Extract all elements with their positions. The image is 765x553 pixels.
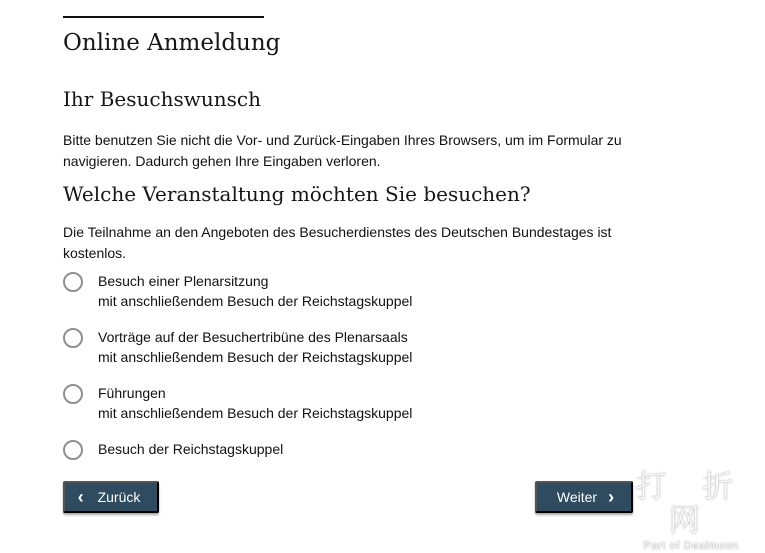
radio-button[interactable] (63, 384, 83, 404)
radio-button[interactable] (63, 328, 83, 348)
option-label-group (98, 439, 283, 459)
option-label: Besuch einer Plenarsitzung (98, 273, 269, 289)
option-sublabel: mit anschließendem Besuch der Reichstagskuppel (98, 349, 413, 365)
watermark-chinese-text: 打 折 网 (635, 469, 747, 539)
option-label-group (98, 383, 412, 423)
back-button[interactable] (63, 481, 159, 513)
page-title: Online Anmeldung (63, 30, 281, 56)
registration-page (63, 16, 633, 477)
option-label: Vorträge auf der Besuchertribüne des Plenarsaals (98, 329, 408, 345)
option-label: Führungen (98, 385, 166, 401)
back-button-label: Zurück (97, 489, 141, 505)
radio-button[interactable] (63, 440, 83, 460)
section-title: Ihr Besuchswunsch (63, 87, 261, 111)
event-question-title: Welche Veranstaltung möchten Sie besuchen? (63, 182, 531, 206)
event-option-reichstagskuppel[interactable] (63, 439, 633, 461)
event-option-vortraege[interactable] (63, 327, 633, 367)
radio-button[interactable] (63, 272, 83, 292)
option-sublabel: mit anschließendem Besuch der Reichstagskuppel (98, 293, 413, 309)
chevron-left-icon: ‹ (77, 487, 84, 507)
event-option-plenarsitzung[interactable] (63, 271, 633, 311)
option-sublabel: mit anschließendem Besuch der Reichstagskuppel (98, 405, 413, 421)
next-button-label: Weiter (556, 489, 598, 505)
option-label: Besuch der Reichstagskuppel (98, 441, 284, 457)
chevron-right-icon: › (608, 487, 615, 507)
next-button[interactable] (535, 481, 633, 513)
event-options (63, 271, 633, 461)
watermark (630, 470, 752, 553)
option-label-group (98, 271, 412, 311)
option-label-group (98, 327, 412, 367)
title-divider (63, 16, 264, 18)
watermark-english-text: Part of Dealmoon (643, 540, 739, 552)
browser-navigation-notice: Bitte benutzen Sie nicht die Vor- und Zurück-Eingaben Ihres Browsers, um im Formular zu navigieren. Dadurch gehen Ihre Eingaben verloren. (63, 132, 622, 169)
event-option-fuehrungen[interactable] (63, 383, 633, 423)
free-participation-note: Die Teilnahme an den Angeboten des Besucherdienstes des Deutschen Bundestages ist kostenlos. (63, 224, 612, 261)
